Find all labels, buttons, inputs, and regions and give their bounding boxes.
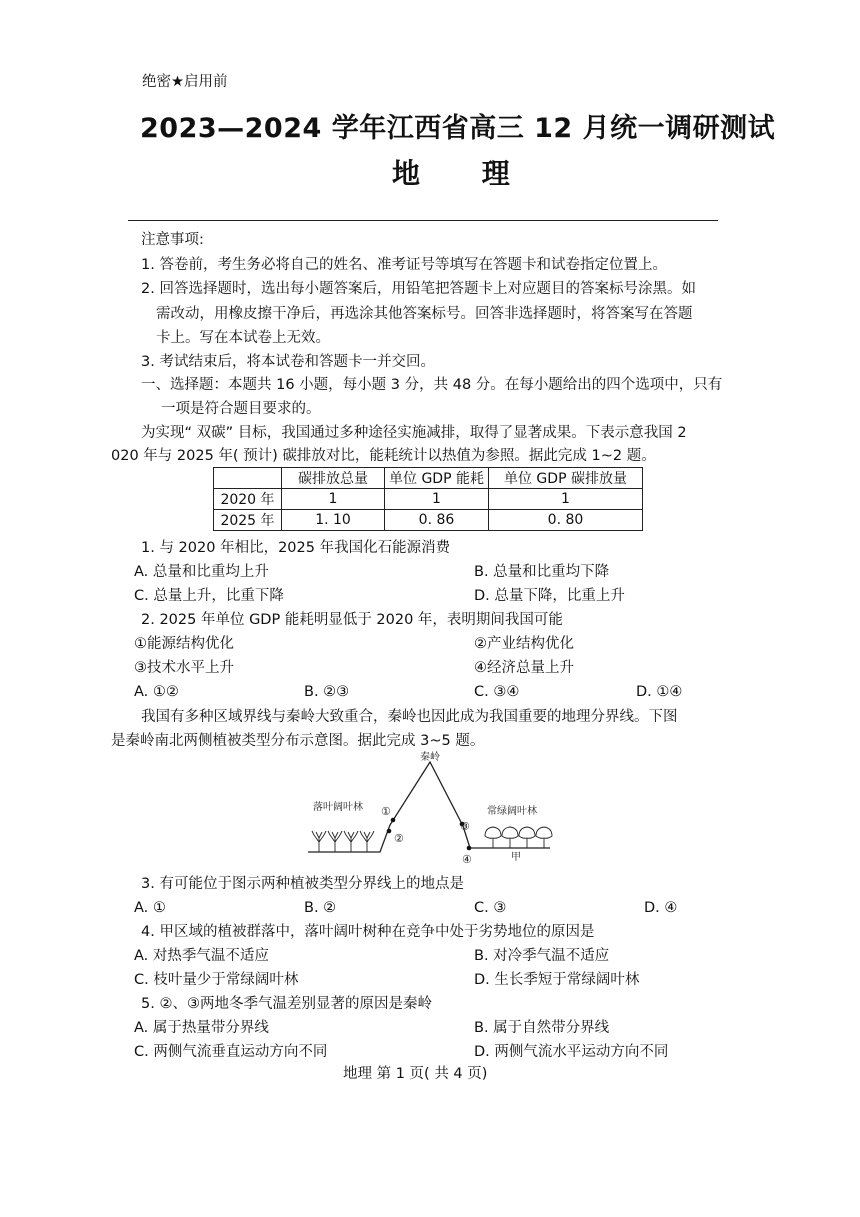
q2-item-4: ④经济总量上升 xyxy=(474,660,574,676)
exam-title: 2023—2024 学年江西省高三 12 月统一调研测试 xyxy=(140,113,776,144)
q5-stem: 5. ②、③两地冬季气温差别显著的原因是秦岭 xyxy=(141,996,432,1012)
q2-item-1: ①能源结构优化 xyxy=(134,636,234,652)
point-1-label: ① xyxy=(381,805,391,818)
q2-stem: 2. 2025 年单位 GDP 能耗明显低于 2020 年，表明期间我国可能 xyxy=(141,612,563,628)
confidential-mark: 绝密★启用前 xyxy=(142,74,228,90)
table-cell: 2025 年 xyxy=(214,510,282,531)
q2-option-b: B. ②③ xyxy=(304,684,350,700)
q4-option-b: B. 对冷季气温不适应 xyxy=(474,948,610,964)
right-forest-label: 常绿阔叶林 xyxy=(487,806,537,817)
carbon-emission-table xyxy=(213,467,643,531)
point-4-marker xyxy=(467,846,472,851)
table-cell: 1. 10 xyxy=(282,510,385,531)
point-2-label: ② xyxy=(394,832,404,845)
deciduous-trees-icon xyxy=(312,831,374,852)
q3-option-a: A. ① xyxy=(134,900,166,916)
q3-stem: 3. 有可能位于图示两种植被类型分界线上的地点是 xyxy=(141,876,464,892)
q1-option-b: B. 总量和比重均下降 xyxy=(474,564,610,580)
note-2-line1: 2. 回答选择题时，选出每小题答案后，用铅笔把答题卡上对应题目的答案标号涂黑。如 xyxy=(141,281,696,297)
q3-option-d: D. ④ xyxy=(644,900,678,916)
q1-option-a: A. 总量和比重均上升 xyxy=(134,564,269,580)
left-forest-label: 落叶阔叶林 xyxy=(313,802,363,813)
table-header-cell: 碳排放总量 xyxy=(282,468,385,489)
table-cell: 1 xyxy=(385,489,489,510)
q2-item-2: ②产业结构优化 xyxy=(474,636,574,652)
q5-option-d: D. 两侧气流水平运动方向不同 xyxy=(474,1044,669,1060)
point-4-label: ④ xyxy=(462,853,472,866)
q4-option-a: A. 对热季气温不适应 xyxy=(134,948,269,964)
intro-2-line1: 我国有多种区域界线与秦岭大致重合，秦岭也因此成为我国重要的地理分界线。下图 xyxy=(141,709,678,725)
q3-option-b: B. ② xyxy=(304,900,337,916)
table-header-row xyxy=(214,468,643,489)
intro-1-line1: 为实现“ 双碳” 目标，我国通过多种途径实施减排，取得了显著成果。下表示意我国 2 xyxy=(141,425,687,441)
evergreen-trees-icon xyxy=(485,827,552,848)
table-cell: 1 xyxy=(488,489,642,510)
table-cell: 0. 80 xyxy=(488,510,642,531)
table-header-cell xyxy=(214,468,282,489)
q5-option-c: C. 两侧气流垂直运动方向不同 xyxy=(134,1044,328,1060)
intro-1-line2: 020 年与 2025 年( 预计) 碳排放对比，能耗统计以热值为参照。据此完成 1~2 题。 xyxy=(111,448,656,464)
q1-option-d: D. 总量下降，比重上升 xyxy=(474,588,625,604)
q2-item-3: ③技术水平上升 xyxy=(134,660,234,676)
table-row xyxy=(214,489,643,510)
q4-option-c: C. 枝叶量少于常绿阔叶林 xyxy=(134,972,299,988)
q4-stem: 4. 甲区域的植被群落中，落叶阔叶树种在竞争中处于劣势地位的原因是 xyxy=(141,924,595,940)
note-1: 1. 答卷前，考生务必将自己的姓名、准考证号等填写在答题卡和试卷指定位置上。 xyxy=(141,257,667,273)
q2-option-c: C. ③④ xyxy=(474,684,520,700)
area-label: 甲 xyxy=(511,852,521,863)
point-2-marker xyxy=(387,829,392,834)
table-header-cell: 单位 GDP 碳排放量 xyxy=(488,468,642,489)
q1-stem: 1. 与 2020 年相比，2025 年我国化石能源消费 xyxy=(141,540,451,556)
peak-label: 秦岭 xyxy=(420,752,440,763)
table-header-cell: 单位 GDP 能耗 xyxy=(385,468,489,489)
table-cell: 2020 年 xyxy=(214,489,282,510)
table-cell: 0. 86 xyxy=(385,510,489,531)
table-row xyxy=(214,510,643,531)
table-cell: 1 xyxy=(282,489,385,510)
note-3: 3. 考试结束后，将本试卷和答题卡一并交回。 xyxy=(141,354,435,370)
intro-2-line2: 是秦岭南北两侧植被类型分布示意图。据此完成 3~5 题。 xyxy=(111,733,485,749)
q5-option-a: A. 属于热量带分界线 xyxy=(134,1020,269,1036)
note-2-line2: 需改动，用橡皮擦干净后，再选涂其他答案标号。回答非选择题时，将答案写在答题 xyxy=(156,306,693,322)
title-divider xyxy=(128,220,718,221)
section-heading-line1: 一、选择题：本题共 16 小题，每小题 3 分，共 48 分。在每小题给出的四个选项中，只有 xyxy=(141,377,723,393)
q1-option-c: C. 总量上升，比重下降 xyxy=(134,588,284,604)
notes-heading: 注意事项: xyxy=(141,232,204,248)
point-1-marker xyxy=(391,818,396,823)
subject-title: 地 理 xyxy=(392,157,536,190)
q4-option-d: D. 生长季短于常绿阔叶林 xyxy=(474,972,640,988)
page-footer: 地理 第 1 页( 共 4 页) xyxy=(343,1066,488,1082)
qinling-vegetation-diagram xyxy=(305,750,565,868)
point-3-label: ③ xyxy=(460,820,470,833)
note-2-line3: 卡上。写在本试卷上无效。 xyxy=(156,330,330,346)
q2-option-d: D. ①④ xyxy=(636,684,683,700)
q3-option-c: C. ③ xyxy=(474,900,507,916)
section-heading-line2: 一项是符合题目要求的。 xyxy=(161,401,321,417)
q2-option-a: A. ①② xyxy=(134,684,179,700)
q5-option-b: B. 属于自然带分界线 xyxy=(474,1020,610,1036)
